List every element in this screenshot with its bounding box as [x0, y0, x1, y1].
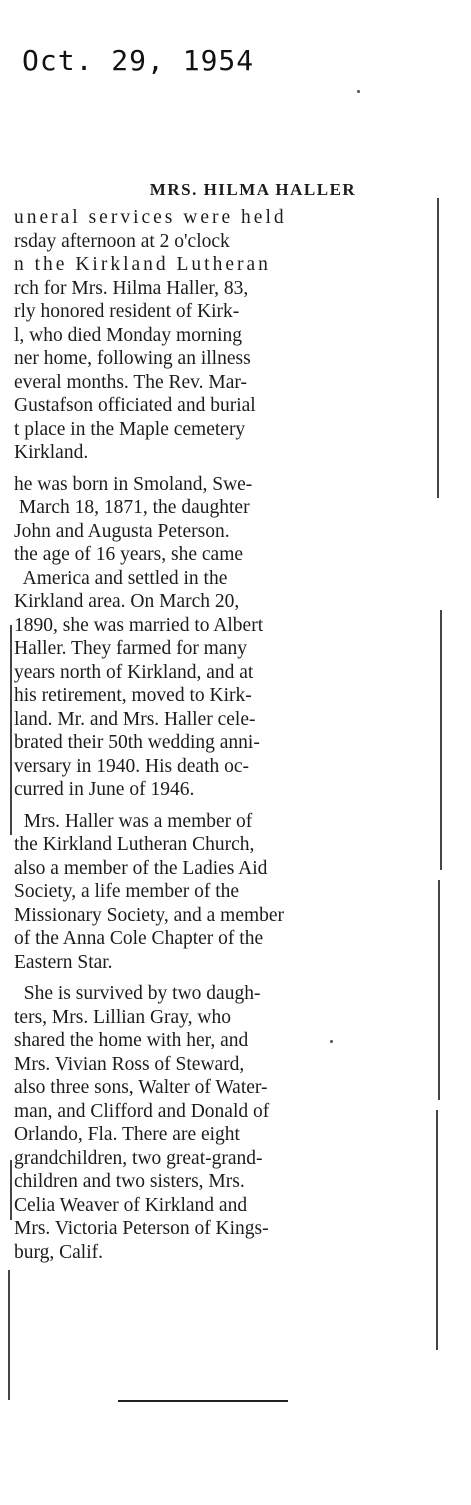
text-line: shared the home with her, and [14, 1030, 249, 1051]
text-line: uneral services were held [14, 207, 287, 228]
clipping-right-edge [438, 880, 440, 1100]
text-line: Celia Weaver of Kirkland and [14, 1194, 248, 1216]
text-line: John and Augusta Peterson. [14, 520, 230, 542]
paragraph-services [14, 206, 434, 465]
end-rule [118, 1400, 288, 1402]
text-line: rch for Mrs. Hilma Haller, 83, [14, 277, 249, 299]
text-line: Haller. They farmed for many [14, 638, 248, 659]
text-line: his retirement, moved to Kirk- [14, 685, 252, 706]
text-line: rsday afternoon at 2 o'clock [14, 230, 230, 252]
text-line: Eastern Star. [14, 951, 113, 973]
text-line: of the Anna Cole Chapter of the [14, 928, 264, 949]
text-line: man, and Clifford and Donald of [14, 1100, 270, 1122]
text-line: grandchildren, two great-grand- [14, 1147, 263, 1169]
clipping-left-edge [10, 1160, 12, 1220]
scan-speck [357, 90, 360, 93]
text-line: Mrs. Haller was a member of [14, 810, 253, 832]
text-line: burg, Calif. [14, 1241, 104, 1263]
text-line: the Kirkland Lutheran Church, [14, 834, 255, 855]
clipping-right-edge [436, 1110, 438, 1350]
paragraph-survivors [14, 982, 434, 1264]
text-line: rly honored resident of Kirk- [14, 301, 240, 322]
text-line: Missionary Society, and a member [14, 904, 285, 926]
text-line: everal months. The Rev. Mar- [14, 371, 248, 393]
paragraph-biography [14, 473, 434, 802]
text-line: n the Kirkland Lutheran [14, 254, 271, 275]
text-line: also a member of the Ladies Aid [14, 857, 268, 879]
text-line: the age of 16 years, she came [14, 544, 244, 565]
paragraph-memberships [14, 810, 434, 975]
clipping-left-edge [10, 625, 12, 835]
text-line: ters, Mrs. Lillian Gray, who [14, 1006, 231, 1028]
text-line: ner home, following an illness [14, 348, 251, 369]
text-line: 1890, she was married to Albert [14, 614, 264, 636]
newspaper-clipping [14, 178, 434, 1272]
text-line: also three sons, Walter of Water- [14, 1077, 268, 1098]
text-line: Kirkland. [14, 442, 89, 463]
scan-speck [330, 1040, 333, 1043]
text-line: he was born in Smoland, Swe- [14, 473, 253, 495]
text-line: land. Mr. and Mrs. Haller cele- [14, 708, 256, 730]
text-line: March 18, 1871, the daughter [14, 497, 250, 518]
text-line: Mrs. Vivian Ross of Steward, [14, 1053, 245, 1075]
text-line: Society, a life member of the [14, 881, 240, 902]
text-line: curred in June of 1946. [14, 779, 195, 800]
clipping-right-edge [437, 198, 439, 498]
text-line: l, who died Monday morning [14, 324, 243, 346]
text-line: Gustafson officiated and burial [14, 395, 256, 416]
text-line: t place in the Maple cemetery [14, 418, 246, 440]
text-line: versary in 1940. His death oc- [14, 755, 250, 777]
text-line: Mrs. Victoria Peterson of Kings- [14, 1218, 269, 1239]
text-line: America and settled in the [14, 567, 228, 589]
text-line: Orlando, Fla. There are eight [14, 1124, 240, 1145]
clipping-left-edge [8, 1270, 10, 1400]
text-line: brated their 50th wedding anni- [14, 732, 260, 753]
text-line: She is survived by two daugh- [14, 983, 261, 1004]
text-line: Kirkland area. On March 20, [14, 591, 240, 612]
text-line: children and two sisters, Mrs. [14, 1171, 245, 1192]
date-stamp: Oct. 29, 1954 [22, 44, 255, 77]
text-line: years north of Kirkland, and at [14, 661, 254, 683]
obituary-headline: MRS. HILMA HALLER [149, 180, 357, 199]
clipping-right-edge [440, 610, 442, 870]
